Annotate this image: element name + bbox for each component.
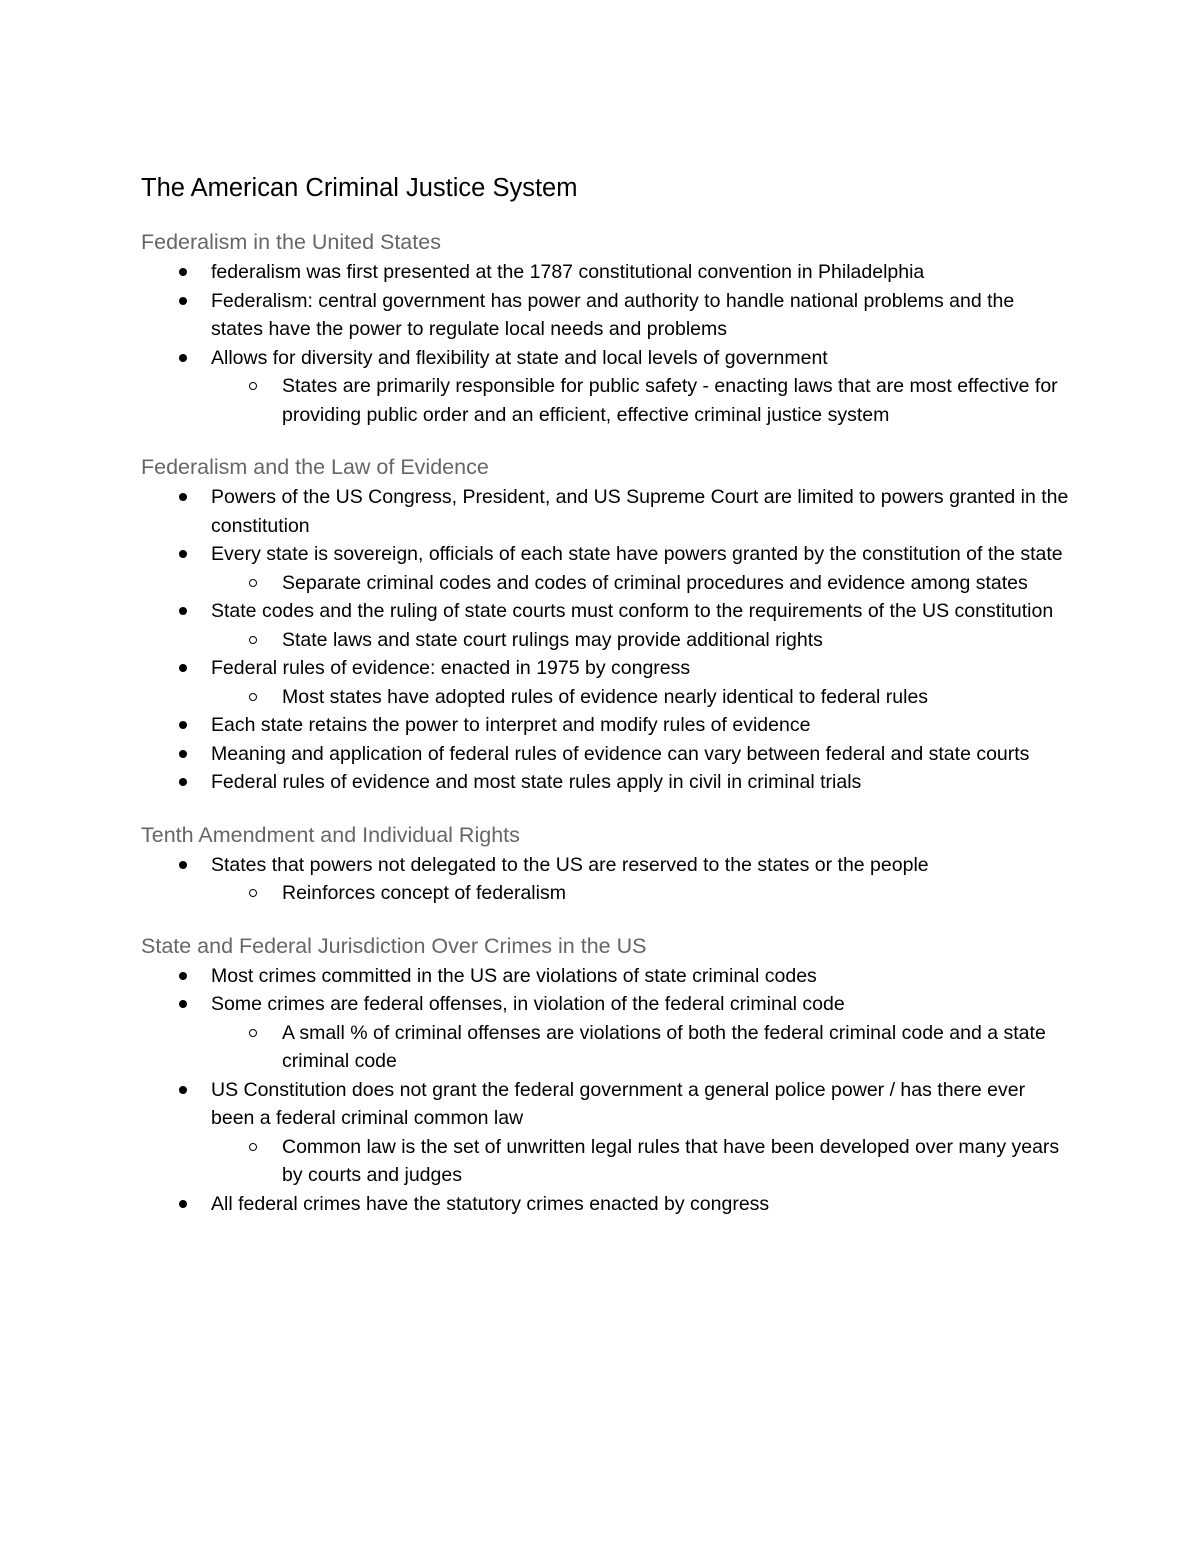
list-item bbox=[141, 344, 1071, 430]
section bbox=[141, 451, 1071, 797]
sub-list-item bbox=[141, 626, 1071, 655]
sub-list-item-text: States are primarily responsible for public safety - enacting laws that are most effective for providing public order and an efficient, effective criminal justice system bbox=[282, 375, 1058, 426]
filled-bullet-icon bbox=[179, 297, 187, 305]
document-body bbox=[141, 226, 1071, 1218]
bullet-list bbox=[141, 851, 1071, 908]
list-item bbox=[141, 287, 1071, 344]
filled-bullet-icon bbox=[179, 493, 187, 501]
filled-bullet-icon bbox=[179, 550, 187, 558]
list-item bbox=[141, 258, 1071, 287]
filled-bullet-icon bbox=[179, 1000, 187, 1008]
hollow-bullet-icon bbox=[249, 693, 257, 701]
list-item-text: Federalism: central government has power and authority to handle national problems and the states have the power to regulate local needs and problems bbox=[211, 289, 1015, 340]
sub-list-item-text: Common law is the set of unwritten legal rules that have been developed over many years by courts and judges bbox=[282, 1135, 1060, 1186]
hollow-bullet-icon bbox=[249, 636, 257, 644]
filled-bullet-icon bbox=[179, 268, 187, 276]
filled-bullet-icon bbox=[179, 721, 187, 729]
bullet-list bbox=[141, 258, 1071, 429]
section-heading: Federalism in the United States bbox=[141, 230, 441, 254]
hollow-bullet-icon bbox=[249, 1029, 257, 1037]
list-item-text: US Constitution does not grant the federal government a general police power / has there ever been a federal criminal common law bbox=[211, 1078, 1026, 1129]
list-item-text: Each state retains the power to interpret and modify rules of evidence bbox=[211, 714, 811, 736]
list-item bbox=[141, 1076, 1071, 1190]
sub-list-item-text: Most states have adopted rules of evidence nearly identical to federal rules bbox=[282, 685, 929, 708]
filled-bullet-icon bbox=[179, 750, 187, 758]
list-item-text: Federal rules of evidence and most state rules apply in civil in criminal trials bbox=[211, 771, 862, 793]
list-item-text: Allows for diversity and flexibility at state and local levels of government bbox=[211, 346, 828, 369]
list-item bbox=[141, 654, 1071, 711]
list-item-text: Some crimes are federal offenses, in violation of the federal criminal code bbox=[211, 993, 845, 1015]
hollow-bullet-icon bbox=[249, 382, 257, 390]
filled-bullet-icon bbox=[179, 607, 187, 615]
sub-list-item-text: A small % of criminal offenses are violations of both the federal criminal code and a state criminal code bbox=[282, 1021, 1046, 1072]
sub-list-item-text: Separate criminal codes and codes of criminal procedures and evidence among states bbox=[282, 571, 1028, 594]
sub-list-item bbox=[141, 683, 1071, 712]
list-item bbox=[141, 1190, 1071, 1219]
sub-list-item-text: Reinforces concept of federalism bbox=[282, 882, 566, 904]
list-item-text: Powers of the US Congress, President, and US Supreme Court are limited to powers granted in the constitution bbox=[211, 486, 1069, 537]
bullet-list bbox=[141, 962, 1071, 1219]
filled-bullet-icon bbox=[179, 861, 187, 869]
list-item bbox=[141, 962, 1071, 991]
list-item bbox=[141, 711, 1071, 740]
sub-list-item bbox=[141, 569, 1071, 598]
sub-bullet-list bbox=[211, 569, 1071, 598]
list-item bbox=[141, 768, 1071, 797]
list-item-text: States that powers not delegated to the US are reserved to the states or the people bbox=[211, 853, 929, 876]
sub-list-item bbox=[141, 1019, 1071, 1076]
section bbox=[141, 819, 1071, 908]
sub-bullet-list bbox=[211, 1019, 1071, 1076]
hollow-bullet-icon bbox=[249, 1143, 257, 1151]
sub-list-item bbox=[141, 1133, 1071, 1190]
filled-bullet-icon bbox=[179, 972, 187, 980]
sub-bullet-list bbox=[211, 1133, 1071, 1190]
document-page bbox=[141, 170, 1071, 1218]
list-item-text: All federal crimes have the statutory crimes enacted by congress bbox=[211, 1192, 770, 1215]
filled-bullet-icon bbox=[179, 664, 187, 672]
section-heading: Federalism and the Law of Evidence bbox=[141, 455, 489, 479]
list-item-text: Every state is sovereign, officials of each state have powers granted by the constitution of the state bbox=[211, 543, 1063, 565]
list-item bbox=[141, 851, 1071, 908]
section bbox=[141, 930, 1071, 1219]
list-item-text: Federal rules of evidence: enacted in 1975 by congress bbox=[211, 657, 691, 679]
hollow-bullet-icon bbox=[249, 579, 257, 587]
sub-bullet-list bbox=[211, 626, 1071, 655]
document-title: The American Criminal Justice System bbox=[141, 174, 578, 202]
section bbox=[141, 226, 1071, 429]
sub-list-item-text: State laws and state court rulings may provide additional rights bbox=[282, 628, 823, 651]
list-item bbox=[141, 597, 1071, 654]
list-item bbox=[141, 990, 1071, 1076]
list-item bbox=[141, 483, 1071, 540]
list-item bbox=[141, 540, 1071, 597]
list-item-text: Meaning and application of federal rules of evidence can vary between federal and state courts bbox=[211, 742, 1030, 765]
sub-bullet-list bbox=[211, 683, 1071, 712]
sub-bullet-list bbox=[211, 879, 1071, 908]
sub-list-item bbox=[141, 372, 1071, 429]
filled-bullet-icon bbox=[179, 354, 187, 362]
filled-bullet-icon bbox=[179, 1086, 187, 1094]
bullet-list bbox=[141, 483, 1071, 797]
filled-bullet-icon bbox=[179, 778, 187, 786]
list-item-text: Most crimes committed in the US are violations of state criminal codes bbox=[211, 964, 817, 987]
sub-bullet-list bbox=[211, 372, 1071, 429]
list-item bbox=[141, 740, 1071, 769]
section-heading: Tenth Amendment and Individual Rights bbox=[141, 822, 520, 847]
section-heading: State and Federal Jurisdiction Over Crimes in the US bbox=[141, 933, 647, 958]
hollow-bullet-icon bbox=[249, 889, 257, 897]
filled-bullet-icon bbox=[179, 1200, 187, 1208]
sub-list-item bbox=[141, 879, 1071, 908]
list-item-text: federalism was first presented at the 1787 constitutional convention in Philadelphia bbox=[211, 261, 925, 283]
list-item-text: State codes and the ruling of state courts must conform to the requirements of the US constitution bbox=[211, 600, 1054, 622]
